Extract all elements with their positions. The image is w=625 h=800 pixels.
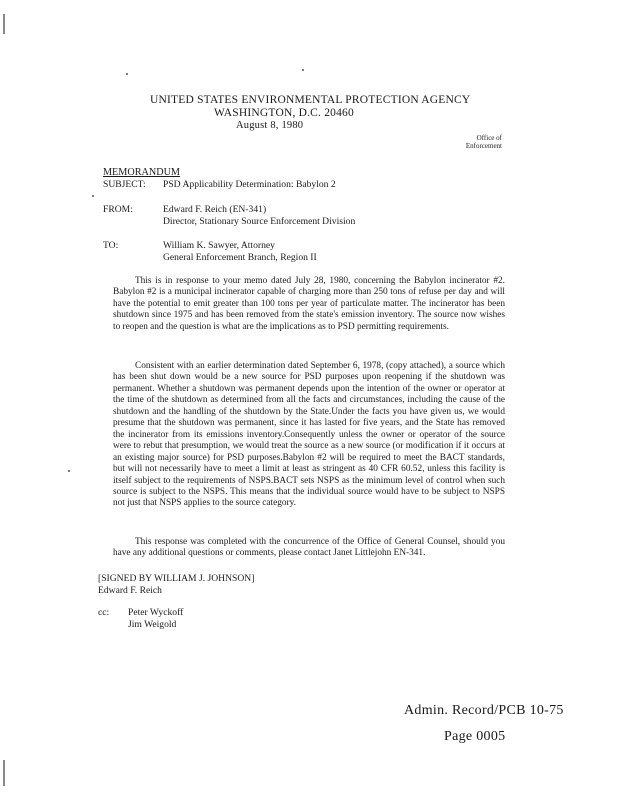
to-label: TO: (103, 240, 119, 251)
page-number: Page 0005 (444, 729, 506, 744)
cc-name: Jim Weigold (128, 619, 177, 630)
agency-city: WASHINGTON, D.C. 20460 (214, 107, 354, 119)
paragraph-text: This is in response to your memo dated July 28, 1980, concerning the Babylon incinerator #2. Babylon #2 is a municipal incinerator capable of charging more than 250 tons of refuse per day and will have the potential to emit greater than 100 tons per year of particulate matter. The incinerator has been shutdown since 1975 and has been removed from the state's emission inventory. The source now wishes to reopen and the question is what are the implications as to PSD permitting requirements. (113, 276, 505, 332)
body-paragraph-1 (113, 276, 505, 333)
memo-heading: MEMORANDUM (103, 167, 180, 178)
scan-speck (126, 73, 128, 75)
scan-speck (92, 195, 94, 197)
scan-edge-mark (3, 760, 5, 786)
paragraph-text: This response was completed with the concurrence of the Office of General Counsel, should you have any additional questions or comments, please contact Janet Littlejohn EN-341. (113, 537, 505, 559)
paragraph-text: Consistent with an earlier determination dated September 6, 1978, (copy attached), a source which has been shut down would be a new source for PSD purposes upon reopening if the shutdown was permanent. Whether a shutdown was permanent depends upon the intention of the owner or operator at the time of the shutdown as determined from all the facts and circumstances, including the cause of the shutdown and the handling of the shutdown by the State.Under the facts you have given us, we would presume that the shutdown was permanent, since it has lasted for five years, and the State has removed the incinerator from its emissions inventory.Consequently unless the owner or operator of the source were to rebut that presumption, we would treat the source as a new source (or modification if it occurs at an existing major source) for PSD purposes.Babylon #2 will be required to meet the BACT standards, but will not necessarily have to meet a limit at least as stringent as 40 CFR 60.52, unless this facility is itself subject to the requirements of NSPS.BACT sets NSPS as the minimum level of control when such source is subject to the NSPS. This means that the individual source would have to be subject to NSPS not just that NSPS applies to the source category. (113, 361, 505, 509)
from-label: FROM: (103, 204, 133, 215)
to-title: General Enforcement Branch, Region II (163, 252, 317, 263)
body-paragraph-3 (113, 537, 505, 560)
signature-name: Edward F. Reich (98, 585, 162, 596)
signature-line: [SIGNED BY WILLIAM J. JOHNSON] (98, 573, 255, 584)
agency-name: UNITED STATES ENVIRONMENTAL PROTECTION AGENCY (150, 94, 471, 106)
admin-record-stamp: Admin. Record/PCB 10-75 (404, 703, 564, 718)
from-name: Edward F. Reich (EN-341) (163, 204, 267, 215)
from-title: Director, Stationary Source Enforcement Division (163, 216, 356, 227)
subject-text: PSD Applicability Determination: Babylon 2 (163, 179, 336, 190)
office-label (440, 134, 502, 150)
office-line-2: Enforcement (465, 142, 502, 150)
subject-label: SUBJECT: (103, 179, 146, 190)
scan-speck (68, 470, 70, 472)
to-name: William K. Sawyer, Attorney (163, 240, 275, 251)
cc-label: cc: (98, 607, 110, 618)
scan-speck (302, 69, 304, 71)
office-line-1: Office of (476, 134, 502, 142)
body-paragraph-2 (113, 361, 505, 510)
memo-date: August 8, 1980 (236, 120, 304, 131)
cc-name: Peter Wyckoff (128, 607, 184, 618)
scan-edge-mark (3, 14, 5, 34)
